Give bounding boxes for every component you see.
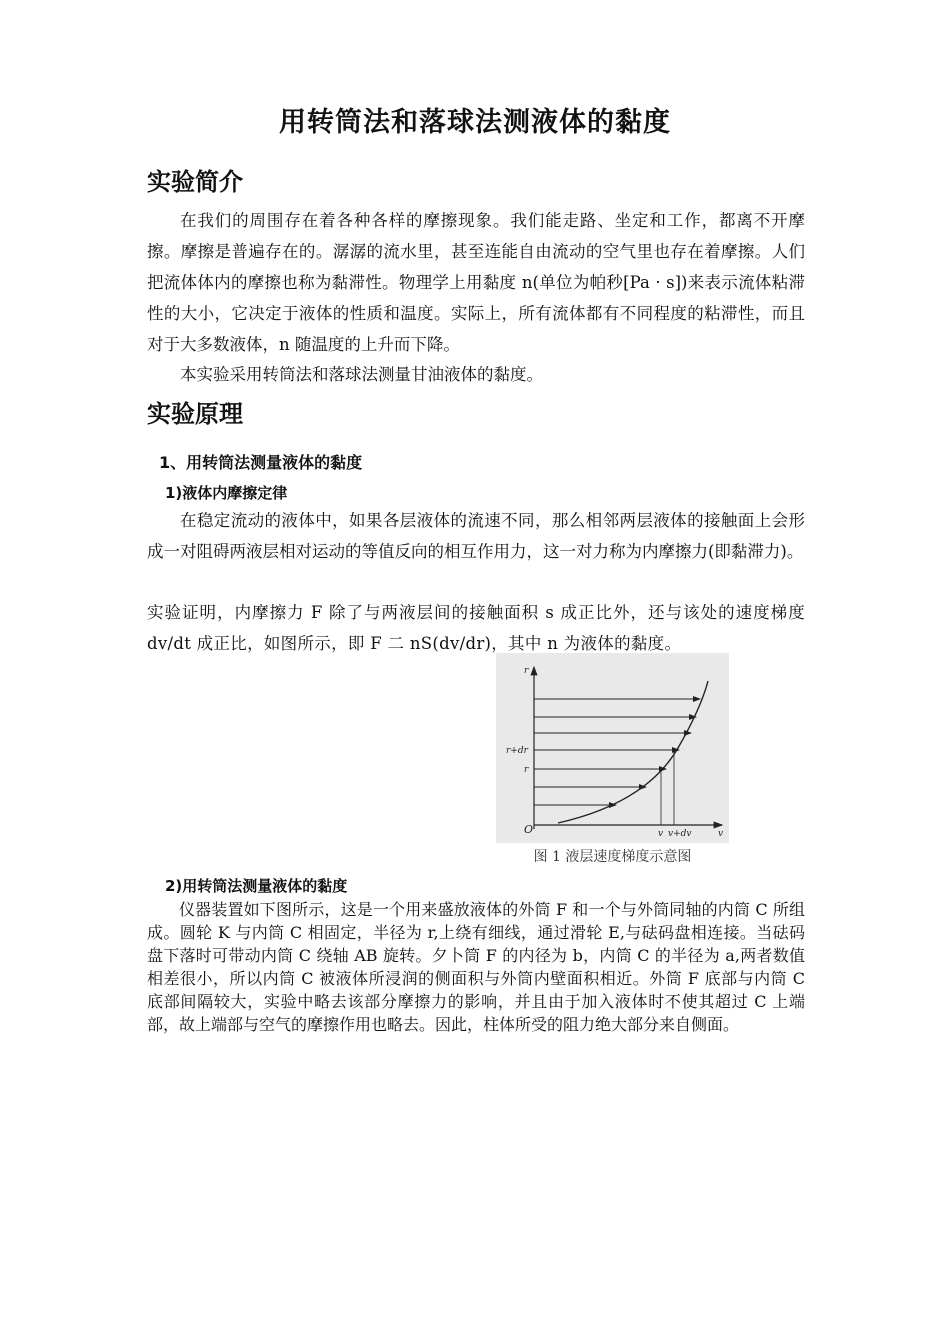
origin-label: O (524, 823, 534, 836)
figure-caption: 图 1 液层速度梯度示意图 (533, 849, 692, 865)
r-label: r (524, 765, 529, 775)
v-label: v (658, 829, 664, 839)
v-axis-label: v (718, 829, 724, 839)
principle-paragraph-1: 在稳定流动的液体中，如果各层液体的流速不同，那么相邻两层液体的接触面上会形成一对阻碍两液层相对运动的等值反向的相互作用力，这一对力称为内摩擦力(即黏滞力)。 (147, 511, 805, 561)
principle-paragraph-3: 仪器装置如下图所示，这是一个用来盛放液体的外筒 F 和一个与外筒同轴的内筒 C 所组成。圆轮 K 与内筒 C 相固定，半径为 r,上绕有细线，通过滑轮 E,与砝码盘相连接。当砝码盘下落时可带动内筒 C 绕轴 AB 旋转。夕卜筒 F 的内径为 b，内筒 C 的半径为 a,两者数值相差很小，所以内筒 C 被液体所浸润的侧面积与外筒内壁面积相近。外筒 F 底部与内筒 C 底部间隔较大，实验中略去该部分摩擦力的影响，并且由于加入液体时不使其超过 C 上端部，故上端部与空气的摩擦作用也略去。因此，柱体所受的阻力绝大部分来自侧面。 (147, 900, 805, 1034)
velocity-gradient-diagram (496, 653, 729, 843)
principle-paragraph-2: 实验证明，内摩擦力 F 除了与两液层间的接触面积 s 成正比外，还与该处的速度梯度 dv/dt 成正比，如图所示，即 F 二 nS(dv/dr)，其中 n 为液体的黏度。 (147, 603, 805, 653)
subheading-rotating-cylinder-method: 2)用转筒法测量液体的黏度 (165, 877, 348, 895)
intro-paragraph-1: 在我们的周围存在着各种各样的摩擦现象。我们能走路、坐定和工作，都离不开摩擦。摩擦是普遍存在的。潺潺的流水里，甚至连能自由流动的空气里也存在着摩擦。人们把流体体内的摩擦也称为黏滞性。物理学上用黏度 n(单位为帕秒[Pa · s])来表示流体粘滞性的大小，它决定于液体的性质和温度。实际上，所有流体都有不同程度的粘滞性，而且对于大多数液体，n 随温度的上升而下降。 (147, 211, 805, 354)
subheading-internal-friction-law: 1)液体内摩擦定律 (165, 484, 288, 502)
subheading-rotating-cylinder: 1、用转筒法测量液体的黏度 (159, 453, 363, 472)
document-title: 用转筒法和落球法测液体的黏度 (279, 107, 671, 138)
r-dr-label: r+dr (506, 746, 528, 756)
v-dv-label: v+dv (668, 829, 692, 839)
velocity-gradient-figure (496, 653, 729, 843)
velocity-profile-curve (558, 681, 708, 823)
r-axis-label: r (524, 666, 529, 676)
section-heading-intro: 实验简介 (147, 168, 243, 196)
section-heading-principle: 实验原理 (147, 400, 243, 428)
intro-paragraph-2: 本实验采用转筒法和落球法测量甘油液体的黏度。 (180, 365, 543, 384)
